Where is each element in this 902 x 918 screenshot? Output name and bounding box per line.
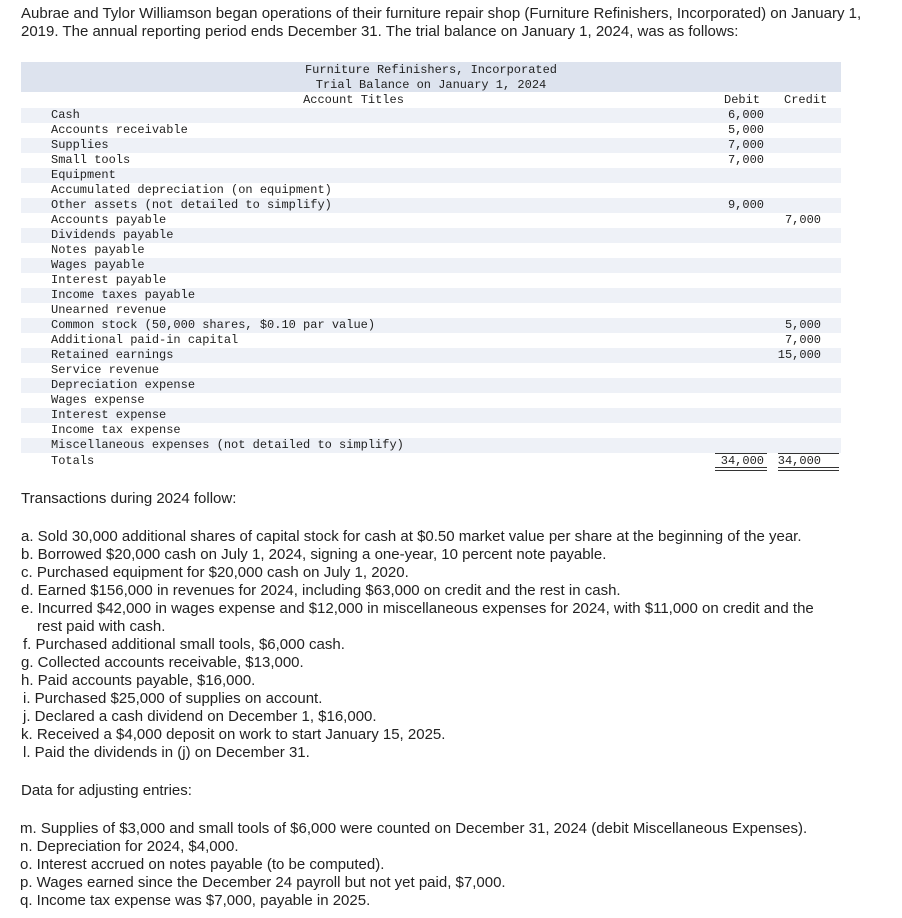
debit-amount: 6,000 — [727, 108, 764, 122]
table-row — [21, 273, 841, 288]
account-title: Wages expense — [51, 393, 145, 407]
transaction-item: l. Paid the dividends in (j) on December 31. — [23, 744, 310, 761]
table-row — [21, 168, 841, 183]
table-row — [21, 393, 841, 408]
debit-amount: 7,000 — [727, 153, 764, 167]
table-row — [21, 363, 841, 378]
table-row — [21, 333, 841, 348]
company-name: Furniture Refinishers, Incorporated — [304, 63, 558, 77]
account-title: Equipment — [51, 168, 116, 182]
credit-header: Credit — [784, 93, 828, 107]
account-title: Service revenue — [51, 363, 160, 377]
table-row — [21, 348, 841, 363]
table-row — [21, 288, 841, 303]
account-title: Accounts payable — [51, 213, 167, 227]
debit-header: Debit — [724, 93, 761, 107]
transaction-item: a. Sold 30,000 additional shares of capital stock for cash at $0.50 market value per share at the beginning of the year. — [21, 528, 802, 545]
adjustment-item: q. Income tax expense was $7,000, payable in 2025. — [20, 892, 371, 909]
table-row — [21, 408, 841, 423]
table-title: Trial Balance on January 1, 2024 — [315, 78, 547, 92]
account-title: Cash — [51, 108, 80, 122]
transaction-item: c. Purchased equipment for $20,000 cash on July 1, 2020. — [21, 564, 409, 581]
trial-balance-table — [21, 62, 841, 472]
account-title: Notes payable — [51, 243, 145, 257]
credit-total: 34,000 — [777, 454, 821, 468]
credit-amount: 7,000 — [784, 333, 821, 347]
account-title: Interest expense — [51, 408, 167, 422]
account-title: Accounts receivable — [51, 123, 188, 137]
account-title: Unearned revenue — [51, 303, 167, 317]
transaction-item: j. Declared a cash dividend on December 1, $16,000. — [23, 708, 377, 725]
transaction-item: g. Collected accounts receivable, $13,000. — [21, 654, 304, 671]
table-row — [21, 318, 841, 333]
debit-amount: 7,000 — [727, 138, 764, 152]
account-title: Additional paid-in capital — [51, 333, 239, 347]
account-title: Interest payable — [51, 273, 167, 287]
account-title: Wages payable — [51, 258, 145, 272]
table-row — [21, 138, 841, 153]
table-row — [21, 258, 841, 273]
table-row — [21, 303, 841, 318]
adjustment-item: n. Depreciation for 2024, $4,000. — [20, 838, 239, 855]
credit-double-rule — [778, 467, 839, 471]
account-title: Miscellaneous expenses (not detailed to simplify) — [51, 438, 404, 452]
debit-amount: 9,000 — [727, 198, 764, 212]
transaction-item: e. Incurred $42,000 in wages expense and $12,000 in miscellaneous expenses for 2024, with $11,000 on credit and the — [21, 600, 814, 617]
table-row — [21, 108, 841, 123]
account-title: Depreciation expense — [51, 378, 196, 392]
table-row — [21, 198, 841, 213]
transaction-item: i. Purchased $25,000 of supplies on account. — [23, 690, 323, 707]
table-row — [21, 228, 841, 243]
account-title: Common stock (50,000 shares, $0.10 par value) — [51, 318, 376, 332]
account-title: Small tools — [51, 153, 131, 167]
credit-amount: 15,000 — [777, 348, 821, 362]
transaction-item: h. Paid accounts payable, $16,000. — [21, 672, 256, 689]
account-titles-header: Account Titles — [303, 93, 404, 107]
table-row — [21, 423, 841, 438]
transaction-item: rest paid with cash. — [37, 618, 166, 635]
account-title: Income taxes payable — [51, 288, 196, 302]
debit-total: 34,000 — [720, 454, 764, 468]
table-row — [21, 378, 841, 393]
transaction-item: f. Purchased additional small tools, $6,000 cash. — [23, 636, 345, 653]
account-title: Income tax expense — [51, 423, 181, 437]
transaction-item: k. Received a $4,000 deposit on work to start January 15, 2025. — [21, 726, 446, 743]
debit-amount: 5,000 — [727, 123, 764, 137]
table-row — [21, 123, 841, 138]
credit-amount: 7,000 — [784, 213, 821, 227]
totals-label: Totals — [51, 454, 95, 468]
account-title: Supplies — [51, 138, 109, 152]
adjustment-item: m. Supplies of $3,000 and small tools of $6,000 were counted on December 31, 2024 (debit Miscellaneous Expenses). — [20, 820, 808, 837]
transaction-item: d. Earned $156,000 in revenues for 2024, including $63,000 on credit and the rest in cash. — [21, 582, 621, 599]
table-row — [21, 153, 841, 168]
credit-amount: 5,000 — [784, 318, 821, 332]
table-row — [21, 213, 841, 228]
adjustment-item: o. Interest accrued on notes payable (to be computed). — [20, 856, 385, 873]
account-title: Dividends payable — [51, 228, 174, 242]
problem-intro: Aubrae and Tylor Williamson began operations of their furniture repair shop (Furniture Refinishers, Incorporated) on January 1, 2019. The annual reporting period ends December 31. The trial balance on January 1, 2024, was as follows: — [21, 5, 862, 40]
adjustment-item: p. Wages earned since the December 24 payroll but not yet paid, $7,000. — [20, 874, 506, 891]
table-row — [21, 243, 841, 258]
debit-double-rule — [715, 467, 767, 471]
transaction-item: b. Borrowed $20,000 cash on July 1, 2024, signing a one-year, 10 percent note payable. — [21, 546, 607, 563]
account-title: Accumulated depreciation (on equipment) — [51, 183, 332, 197]
account-title: Other assets (not detailed to simplify) — [51, 198, 332, 212]
transactions-heading: Transactions during 2024 follow: — [21, 490, 237, 507]
adjusting-heading: Data for adjusting entries: — [21, 782, 192, 799]
table-row — [21, 183, 841, 198]
account-title: Retained earnings — [51, 348, 174, 362]
table-row — [21, 438, 841, 453]
